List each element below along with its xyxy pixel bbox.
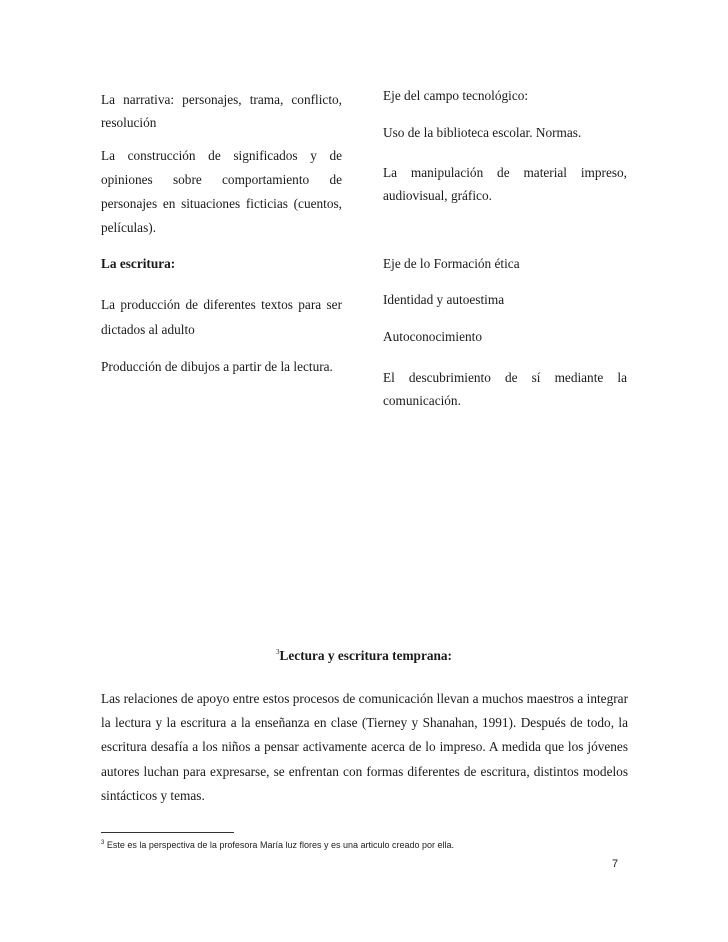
escritura-title: La escritura:	[101, 256, 176, 271]
left-column	[101, 88, 342, 134]
construccion-text: La construcción de significados y de opiniones sobre comportamiento de personajes en situaciones ficticias (cuentos, películas).	[101, 148, 342, 235]
narrativa-text: La narrativa: personajes, trama, conflicto, resolución	[101, 92, 342, 130]
right-column-3	[383, 161, 627, 207]
footnote	[101, 840, 641, 850]
left-column-2	[101, 144, 342, 240]
manipulacion-text: La manipulación de material impreso, audiovisual, gráfico.	[383, 165, 627, 203]
eje-tecnologico-text: Eje del campo tecnológico:	[383, 88, 529, 103]
descubrimiento-text: El descubrimiento de sí mediante la comunicación.	[383, 370, 627, 408]
eje-etica-text: Eje de lo Formación ética	[383, 256, 520, 271]
autoconocimiento-text: Autoconocimiento	[383, 329, 482, 344]
section-paragraph: Las relaciones de apoyo entre estos procesos de comunicación llevan a muchos maestros a integrar la lectura y la escritura a la enseñanza en clase (Tierney y Shanahan, 1991). Después de todo, la escritura desafía a los niños a pensar activamente acerca de lo impreso. A medida que los jóvenes autores luchan para expresarse, se enfrentan con formas diferentes de escritura, distintos modelos sintácticos y temas.	[101, 691, 628, 803]
produccion-textos-text: La producción de diferentes textos para ser dictados al adulto	[101, 297, 342, 337]
section-title	[0, 648, 728, 664]
produccion-dibujos-text: Producción de dibujos a partir de la lectura.	[101, 359, 333, 374]
right-column-2	[383, 125, 627, 141]
footnote-divider	[101, 832, 234, 833]
right-column-6	[383, 329, 627, 345]
right-column	[383, 88, 627, 104]
page-number: 7	[612, 858, 619, 870]
section-title-text: Lectura y escritura temprana:	[279, 648, 452, 663]
footnote-text: Este es la perspectiva de la profesora María luz flores y es una articulo creado por ella.	[106, 840, 455, 850]
left-column-3	[101, 256, 342, 272]
right-column-7	[383, 366, 627, 412]
left-column-5	[101, 354, 342, 379]
footnote-ref[interactable]: 3	[276, 648, 280, 656]
biblioteca-text: Uso de la biblioteca escolar. Normas.	[383, 125, 582, 140]
right-column-4	[383, 256, 627, 272]
identidad-text: Identidad y autoestima	[383, 292, 505, 307]
right-column-5	[383, 292, 627, 308]
left-column-4	[101, 292, 342, 342]
footnote-number: 3	[101, 840, 105, 846]
